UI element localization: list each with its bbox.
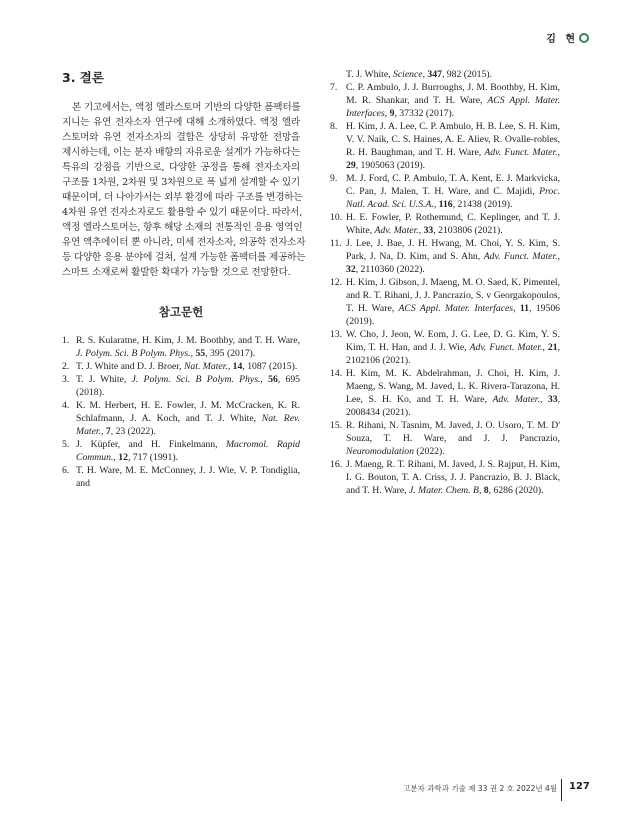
paragraph-line: 특유의 강점을 기반으로, 다양한 공정을 통해 전자소자의 [62,162,300,173]
reference-number: 15. [330,420,343,431]
reference-text [346,68,560,81]
reference-pages-year: , 2102106 (2021). [346,342,560,366]
reference-text [346,276,560,328]
reference-number: 3. [62,374,70,385]
reference-pages-year: (2022). [414,446,445,457]
reference-sep: , [557,147,560,158]
reference-sep: , [557,251,560,262]
reference-journal: Macromol. Rapid Commun. [76,439,300,463]
reference-sep: , [260,374,269,385]
reference-volume: 8 [483,485,489,496]
reference-text [346,458,560,497]
reference-item [330,172,560,211]
reference-journal: Adv. Mater. [374,225,419,236]
reference-journal: J. Polym. Sci. B Polym. Phys. [76,348,191,359]
reference-item [330,419,560,458]
reference-journal: ACS Appl. Mater. Interfaces [398,303,514,314]
reference-journal: ACS Appl. Mater. Interfaces [346,95,560,119]
reference-sep: , [227,361,233,372]
reference-volume: 56 [268,374,278,385]
conclusion-paragraph [62,100,306,280]
reference-journal: J. Polym. Sci. B Polym. Phys. [131,374,261,385]
reference-text [346,81,560,120]
reference-journal: J. Mater. Chem. B [408,485,479,496]
reference-journal: Adv. Funct. Mater. [484,147,558,158]
reference-pages-year: , 6286 (2020). [488,485,544,496]
reference-pages-year: , 37332 (2017). [394,108,455,119]
reference-journal: Adv. Mater. [492,394,540,405]
paragraph-line: 4차원 유연 전자소자로도 활용할 수 있기 때문이다. 따라서, [62,207,303,218]
reference-authors: K. M. Herbert, H. E. Fowler, J. M. McCracken, K. R. Schlafmann, J. A. Koch, and T. J. White, [76,400,300,424]
reference-authors: J. Maeng, R. T. Rihani, M. Javed, J. S. Rajput, H. Kim, I. G. Bouton, T. A. Criss, J. J. Pancrazio, B. J. Black, and T. H. Ware, [346,459,560,496]
paragraph-line: 스마트 소재로써 활발한 확대가 가능할 것으로 전망한다. [62,267,291,278]
reference-text [346,367,560,419]
reference-volume: 32 [346,264,356,275]
reference-item [330,367,560,419]
reference-authors: H. Kim, J. Gibson, J. Maeng, M. O. Saed, K. Pimentel, and R. T. Rihani, J. J. Pancrazio, S. v Georgakopoulos, T. H. Ware, [346,277,560,314]
reference-pages-year: , 695 (2018). [76,374,301,398]
reference-text [76,399,300,438]
reference-pages-year: , 2103806 (2021). [433,225,503,236]
reference-sep: , [478,485,484,496]
reference-pages-year: , 19506 (2019). [346,303,561,327]
reference-number: 4. [62,400,70,411]
reference-pages-year: , 395 (2017). [205,348,256,359]
reference-item [62,360,300,373]
reference-item [62,399,300,438]
paragraph-line: 유연 액추에이터 뿐 아니라, 미세 전자소자, 의공학 전자소자 [62,237,306,248]
reference-volume: 14 [232,361,243,372]
reference-number: 2. [62,361,70,372]
running-header [546,30,589,45]
reference-number: 14. [330,368,343,379]
reference-sep: , [113,452,119,463]
reference-number: 12. [330,277,343,288]
reference-text [76,334,300,360]
reference-text [346,328,560,367]
circle-icon [579,33,589,43]
reference-item [330,458,560,497]
reference-pages-year: , 23 (2022). [110,426,156,437]
reference-authors: R. Rihani, N. Tasnim, M. Javed, J. O. Usoro, T. M. D' Souza, T. H. Ware, and J. J. Pancrazio, [346,420,560,444]
reference-sep: , [422,69,428,80]
section-heading: 3. 결론 [62,70,104,85]
reference-volume: 21 [547,342,558,353]
reference-volume: 9 [389,108,395,119]
reference-item [62,438,300,464]
reference-authors: R. S. Kularatne, H. Kim, J. M. Boothby, and T. H. Ware, [76,335,300,346]
reference-number: 7. [330,82,338,93]
paragraph-line: 구조를 1차원, 2차원 및 3차원으로 폭 넓게 설계할 수 있기 [62,177,300,188]
reference-volume: 55 [195,348,206,359]
footer-journal: 고분자 과학과 기술 제 33 권 2 호 2022년 4월 [403,784,557,793]
reference-pages-year: , 982 (2015). [441,69,492,80]
reference-authors: J. Lee, J. Bae, J. H. Hwang, M. Choi, Y. S. Kim, S. Park, J. Na, D. Kim, and S. Ahn, [346,238,560,262]
reference-volume: 12 [118,452,128,463]
reference-item [62,464,300,490]
reference-authors: C. P. Ambulo, J. J. Burroughs, J. M. Boothby, H. Kim, M. R. Shankar, and T. H. Ware, [346,82,560,106]
reference-authors: J. Küpfer, and H. Finkelmann, [76,439,226,450]
reference-authors: T. J. White, [76,374,132,385]
reference-item [62,334,300,360]
paragraph-line: 지니는 유연 전자소자 연구에 대해 소개하였다. 액정 엘라 [62,117,300,128]
reference-text [346,211,560,237]
reference-item [330,328,560,367]
reference-authors: T. H. Ware, M. E. McConney, J. J. Wie, V. P. Tondiglia, and [76,465,300,489]
reference-journal: Proc. Natl. Acad. Sci. U.S.A. [346,186,560,210]
reference-text [76,360,300,373]
paragraph-line: 제시하는데, 이는 분자 배향의 자유로운 설계가 가능하다는 [62,147,300,158]
reference-text [346,172,560,211]
reference-authors: M. J. Ford, C. P. Ambulo, T. A. Kent, E. J. Markvicka, C. Pan, J. Malen, T. H. Ware, and C. Majidi, [346,173,560,197]
reference-volume: 7 [105,426,111,437]
reference-pages-year: , 2110360 (2022). [355,264,425,275]
reference-authors: W. Cho, J. Jeon, W. Eom, J. G. Lee, D. G. Kim, Y. S. Kim, T. H. Han, and J. J. Wie, [346,329,560,353]
reference-item [330,237,560,276]
reference-number: 11. [330,238,342,249]
right-column [330,68,560,497]
reference-volume: 33 [423,225,434,236]
reference-number: 16. [330,459,343,470]
reference-sep: , [433,199,439,210]
reference-item [330,120,560,172]
reference-number: 1. [62,335,70,346]
reference-journal: Adv. Funct. Mater. [483,251,558,262]
reference-text [76,438,300,464]
reference-number: 10. [330,212,343,223]
reference-authors: H. E. Fowler, P. Rothemund, C. Keplinger, and T. J. White, [346,212,560,236]
reference-item [330,211,560,237]
reference-authors: T. J. White, [346,69,393,80]
reference-text [346,120,560,172]
reference-text [76,373,300,399]
reference-number-spacer [330,68,346,81]
reference-item [62,373,300,399]
reference-journal: Nat. Rev. Mater. [76,413,300,437]
paragraph-line: 액정 엘라스토머는, 향후 해당 소재의 전통적인 응용 영역인 [62,222,303,233]
reference-sep: , [418,225,424,236]
reference-pages-year: , 1087 (2015). [242,361,298,372]
reference-number: 8. [330,121,338,132]
reference-pages-year: , 21438 (2019). [452,199,513,210]
reference-list-left [62,334,300,490]
left-column [62,68,306,490]
reference-sep: , [539,394,548,405]
page-number: 127 [569,781,590,792]
reference-sep: , [513,303,520,314]
reference-text [346,419,560,458]
paragraph-line: 등 다양한 응용 분야에 걸쳐, 설계 가능한 폼팩터를 제공하는 [62,252,306,263]
reference-item [330,81,560,120]
reference-authors: H. Kim, M. K. Abdelrahman, J. Choi, H. Kim, J. Maeng, S. Wang, M. Javed, L. K. Rivera-Tarazona, H. Lee, S. H. Ko, and T. H. Ware, [346,368,560,405]
reference-volume: 29 [346,160,356,171]
reference-volume: 11 [519,303,530,314]
reference-authors: T. J. White and D. J. Broer, [76,361,184,372]
reference-volume: 33 [547,394,558,405]
reference-authors: H. Kim, J. A. Lee, C. P. Ambulo, H. B. Lee, S. H. Kim, V. V. Naik, C. S. Haines, A. E. Aliev, R. Ovalle-robles, R. H. Baughman, and T. H. Ware, [346,121,560,158]
reference-text [76,464,300,490]
reference-pages-year: , 717 (1991). [127,452,178,463]
reference-journal: Neuromodulation [346,446,414,457]
reference-number: 5. [62,439,70,450]
author-name: 김 현 [546,34,578,45]
references-heading: 참고문헌 [158,305,204,319]
paragraph-line: 본 기고에서는, 액정 엘라스토머 기반의 다양한 폼팩터를 [72,102,301,113]
reference-sep: , [542,342,548,353]
reference-number: 6. [62,465,70,476]
paragraph-line: 때문이며, 더 나아가서는 외부 환경에 따라 구조를 변경하는 [62,192,303,203]
paragraph-line: 스토머와 유연 전자소자의 결합은 상당히 유망한 전망을 [62,132,300,143]
reference-volume: 347 [427,69,442,80]
reference-list-right [330,68,560,497]
reference-sep: , [190,348,196,359]
reference-journal: Adv. Funct. Mater. [469,342,543,353]
reference-pages-year: , 1905063 (2019). [355,160,426,171]
reference-journal: Nat. Mater. [183,361,228,372]
footer-divider [561,779,562,801]
reference-sep: , [384,108,390,119]
reference-pages-year: , 2008434 (2021). [346,394,561,418]
reference-sep: , [101,426,106,437]
reference-volume: 116 [438,199,453,210]
reference-continuation [330,68,560,81]
reference-journal: Science [393,69,423,80]
reference-number: 9. [330,173,338,184]
reference-number: 13. [330,329,343,340]
reference-item [330,276,560,328]
reference-text [346,237,560,276]
